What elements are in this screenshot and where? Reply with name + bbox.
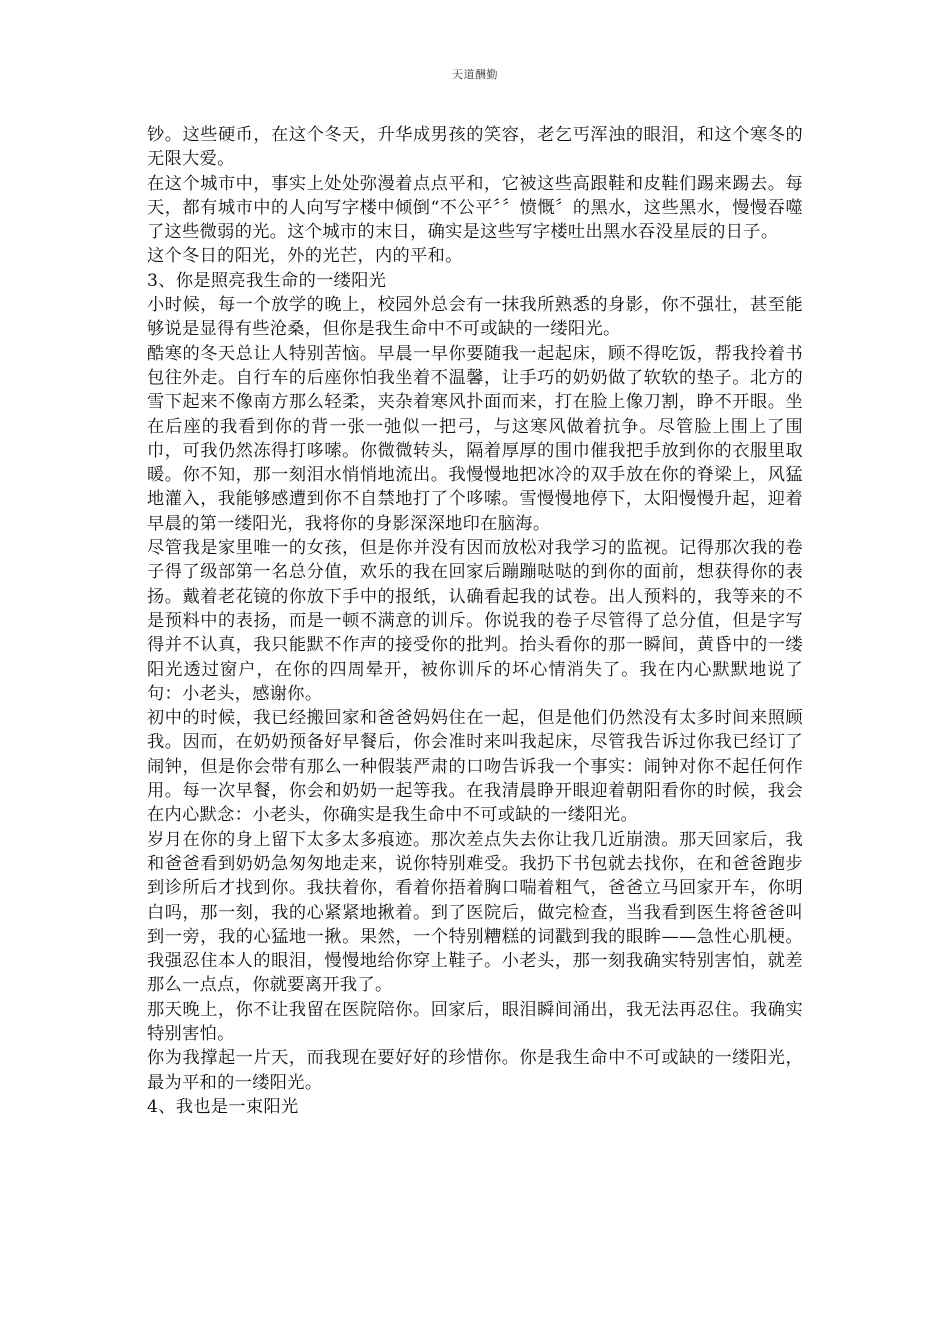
paragraph: 钞。这些硬币，在这个冬天，升华成男孩的笑容，老乞丐浑浊的眼泪，和这个寒冬的无限大爱。 [147, 125, 803, 170]
paragraph: 这个冬日的阳光，外的光芒，内的平和。 [147, 246, 463, 267]
paragraph: 初中的时候，我已经搬回家和爸爸妈妈住在一起，但是他们仍然没有太多时间来照顾我。因而，在奶奶预备好早餐后，你会准时来叫我起床，尽管我告诉过你我已经订了闹钟，但是你会带有那么一种假装严肃的口吻告诉我一个事实：闹钟对你不起任何作用。每一次早餐，你会和奶奶一起等我。在我清晨睁开眼迎着朝阳看你的时候，我会在内心默念：小老头，你确实是我生命中不可或缺的一缕阳光。 [147, 708, 803, 826]
paragraph: 尽管我是家里唯一的女孩，但是你并没有因而放松对我学习的监视。记得那次我的卷子得了级部第一名总分值，欢乐的我在回家后蹦蹦哒哒的到你的面前，想获得你的表扬。戴着老花镜的你放下手中的报纸，认确看起我的试卷。出人预料的，我等来的不是预料中的表扬，而是一顿不满意的训斥。你说我的卷子尽管得了总分值，但是字写得并不认真，我只能默不作声的接受你的批判。抬头看你的那一瞬间，黄昏中的一缕阳光透过窗户，在你的四周晕开，被你训斥的坏心情消失了。我在内心默默地说了句：小老头，感谢你。 [147, 538, 803, 704]
paragraph: 岁月在你的身上留下太多太多痕迹。那次差点失去你让我几近崩溃。那天回家后，我和爸爸看到奶奶急匆匆地走来，说你特别难受。我扔下书包就去找你，在和爸爸跑步到诊所后才找到你。我扶着你，看着你捂着胸口喘着粗气，爸爸立马回家开车，你明白吗，那一刻，我的心紧紧地揪着。到了医院后，做完检查，当我看到医生将爸爸叫到一旁，我的心猛地一揪。果然，一个特别糟糕的词戳到我的眼眸——急性心肌梗。我强忍住本人的眼泪，慢慢地给你穿上鞋子。小老头，那一刻我确实特别害怕，就差那么一点点，你就要离开我了。 [147, 829, 803, 996]
paragraph: 你为我撑起一片天，而我现在要好好的珍惜你。你是我生命中不可或缺的一缕阳光，最为平和的一缕阳光。 [147, 1048, 803, 1093]
paragraph: 那天晚上，你不让我留在医院陪你。回家后，眼泪瞬间涌出，我无法再忍住。我确实特别害怕。 [147, 999, 803, 1044]
paragraph: 小时候，每一个放学的晚上，校园外总会有一抹我所熟悉的身影，你不强壮，甚至能够说是显得有些沧桑，但你是我生命中不可或缺的一缕阳光。 [147, 295, 803, 340]
paragraph: 在这个城市中，事实上处处弥漫着点点平和，它被这些高跟鞋和皮鞋们踢来踢去。每天，都有城市中的人向写字楼中倾倒“不公平〞〞愤慨〞的黑水，这些黑水，慢慢吞噬了这些微弱的光。这个城市的末日，确实是这些写字楼吐出黑水吞没星辰的日子。 [147, 173, 803, 243]
document-body [147, 123, 803, 1119]
section-heading: 4、我也是一束阳光 [147, 1096, 299, 1117]
paragraph: 酷寒的冬天总让人特别苦恼。早晨一早你要随我一起起床，顾不得吃饭，帮我拎着书包往外走。自行车的后座你怕我坐着不温馨，让手巧的奶奶做了软软的垫子。北方的雪下起来不像南方那么轻柔，夹杂着寒风扑面而来，打在脸上像刀割，睁不开眼。坐在后座的我看到你的背一张一弛似一把弓，与这寒风做着抗争。尽管脸上围上了围巾，可我仍然冻得打哆嗦。你微微转头，隔着厚厚的围巾催我把手放到你的衣服里取暖。你不知，那一刻泪水悄悄地流出。我慢慢地把冰冷的双手放在你的脊梁上，风猛地灌入，我能够感遭到你不自禁地打了个哆嗦。雪慢慢地停下，太阳慢慢升起，迎着早晨的第一缕阳光，我将你的身影深深地印在脑海。 [147, 343, 803, 534]
page-header: 天道酬勤 [452, 68, 498, 81]
section-heading: 3、你是照亮我生命的一缕阳光 [147, 270, 387, 291]
